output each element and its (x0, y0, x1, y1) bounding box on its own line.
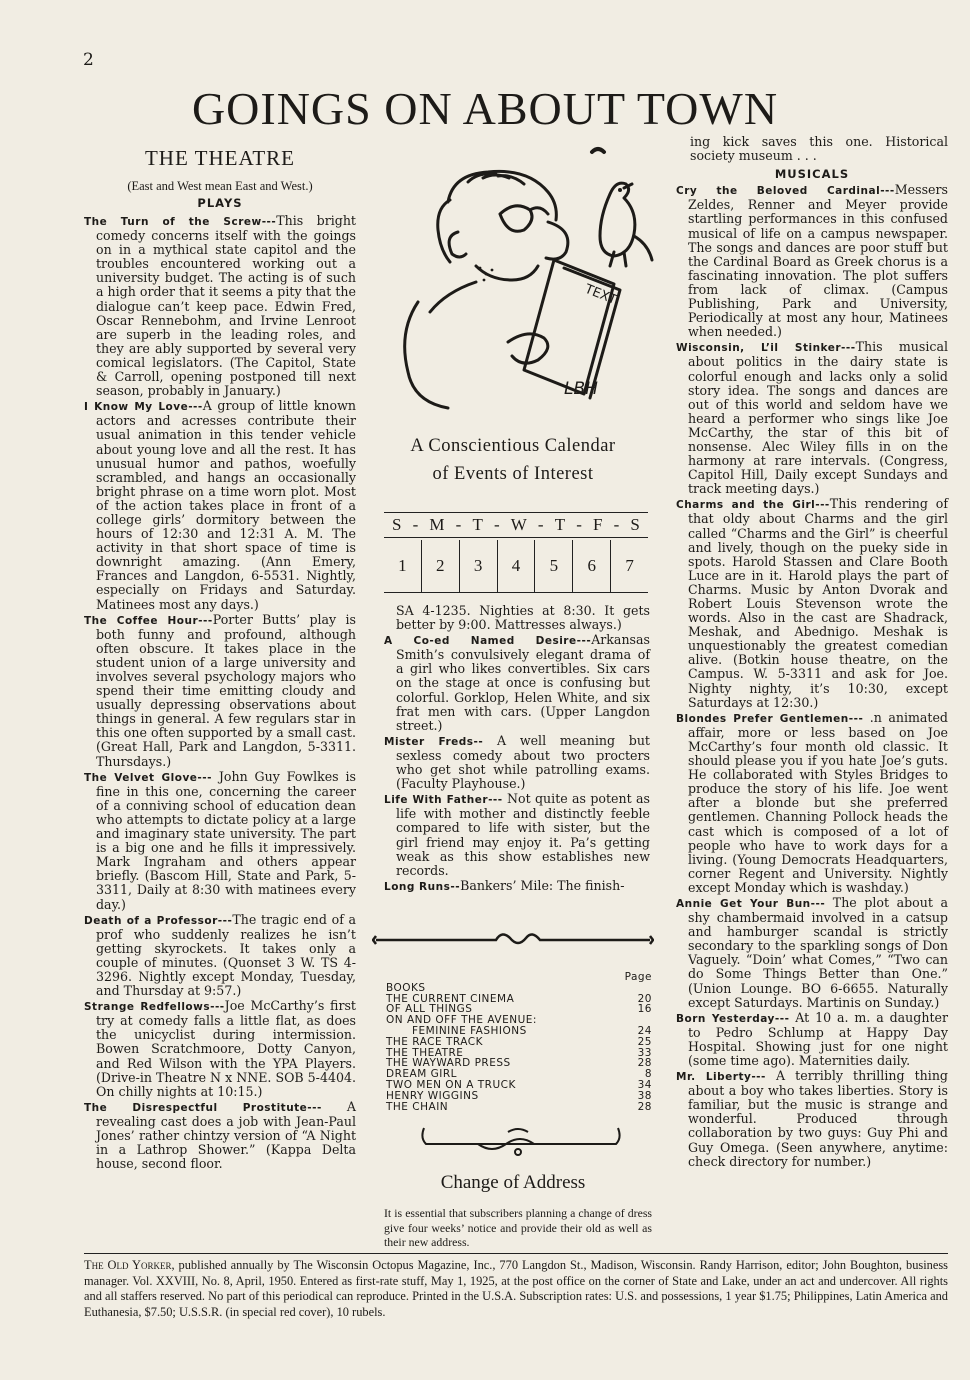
listing-entry (384, 734, 650, 791)
listing-title: The Disrespectful Prostitute--- (84, 1101, 322, 1114)
calendar-day: T (554, 515, 566, 534)
listing-title: Cry the Beloved Cardinal--- (676, 185, 895, 198)
middle-entries-list (384, 633, 650, 894)
listing-title: The Turn of the Screw--- (84, 216, 277, 228)
contents-label: DREAM GIRL (386, 1068, 457, 1081)
change-of-address-body: It is essential that subscribers planning a change of dress give four weeks’ notice and provide their old as well as their new address. (384, 1206, 652, 1249)
listing-body: This musical about politics in the dairy state is colorful enough and lacks only a solid story idea. The songs and dances are out of this world and seldom have we heard a performer who sings like Joe McCarthy, the star of this bit of nonsense. Alec Wiley fills in on the harmony at rare intervals. (Congress, Capitol Hill, Daily except Sundays and track meeting days.) (688, 339, 948, 497)
listing-entry (676, 1011, 948, 1068)
listing-entry (384, 792, 650, 878)
listing-title: Wisconsin, L’il Stinker--- (676, 342, 856, 355)
listing-entry (384, 879, 650, 894)
section-heading-theatre: THE THEATRE (144, 146, 295, 170)
listing-body: A terribly thrilling thing about a boy who takes liberties. Story is familiar, but the music is strange and wonderful. Produced through collaboration by two guys: Guy Phi and Guy Omega. (Seen anywhere, anytime: check directory for number.) (688, 1068, 948, 1169)
listing-body: Bankers’ Mile: The finish- (460, 877, 625, 893)
change-of-address-title: Change of Address (440, 1172, 586, 1193)
contents-page-header: Page (624, 971, 652, 983)
category-plays: PLAYS (197, 196, 243, 210)
reader-illustration (388, 142, 658, 414)
calendar-day: M (429, 515, 445, 534)
listing-title: Mr. Liberty--- (676, 1071, 766, 1084)
calendar-title-line2: of Events of Interest (432, 464, 594, 484)
publication-footer (84, 1253, 948, 1320)
contents-row (386, 1091, 652, 1102)
contents-label: THE CHAIN (386, 1100, 449, 1113)
calendar-title (372, 432, 654, 488)
listing-entry (676, 340, 948, 496)
listing-title: Blondes Prefer Gentlemen--- (676, 712, 864, 725)
contents-label: ON AND OFF THE AVENUE: (386, 1014, 537, 1027)
listing-body: Not quite as potent as life with mother and distinctly feeble compared to life with sister, but the girl friend may enjoy it. Pa’s getting weak as this show establishes new records. (396, 791, 650, 878)
calendar-day-header: S - M - T - W - T - F - S (384, 512, 648, 538)
listing-entry (84, 770, 356, 912)
calendar-date: 1 (398, 556, 407, 575)
contents-page: 16 (637, 1003, 652, 1016)
listing-entry (676, 497, 948, 709)
contents-label: THE RACE TRACK (386, 1035, 483, 1048)
contents-row (386, 983, 652, 994)
calendar-day: S (630, 515, 640, 534)
contents-page: 28 (637, 1057, 652, 1070)
listing-body: Joe McCarthy’s first try at comedy falls a little flat, as does the unicyclist during intermission. Bowen Scratchmoore, Dotty Canyon, and Red Wilson with the YPA Players. (Drive-in Theatre N x NNE. SOB 5-4404. On chilly nights at 10:15.) (96, 998, 356, 1099)
listing-entry (384, 633, 650, 733)
listing-entry (84, 913, 356, 999)
contents-label: HENRY WIGGINS (386, 1089, 479, 1102)
right-entries-list (676, 183, 948, 1168)
listing-title: Mister Freds-- (384, 735, 484, 748)
calendar-day: W (510, 515, 527, 534)
listing-body: Messers Zeldes, Renner and Meyer provide startling performances in this confused musical of life on a campus newspaper. The songs and dances are poor stuff but the Cardinal Board as Greek chorus is a fascinating innovation. The plot suffers from lack of climax. (Campus Publishing, Park and University, Periodically at most any hour, Matinees when needed.) (688, 182, 948, 340)
listing-title: The Coffee Hour--- (84, 614, 213, 627)
listing-body: Arkansas Smith’s convulsively elegant drama of a girl who likes convertibles. Six cars on the stage at once is confusing but colorful. Gorklop, Helen White, and six frat men with cars. (Upper Langdon street.) (396, 632, 650, 733)
listing-title: A Co-ed Named Desire--- (384, 635, 592, 648)
listing-entry (84, 613, 356, 769)
listing-entry (84, 999, 356, 1099)
contents-label: THE THEATRE (386, 1046, 464, 1059)
listing-body: .n animated affair, more or less based on Joe McCarthy’s four month old classic. It should please you if you hate Joe’s guts. He collaborated with Styles Bridges to produce the story of his life. Joe went after a blonde but she preferred gentlemen. Channing Pollock heads the cast which is composed of a lot of people who have to work days for a living. (Young Democrats Headquarters, corner Regent and University. Nightly except Monday which is washday.) (688, 709, 948, 895)
listing-title: Strange Redfellows--- (84, 1001, 225, 1014)
calendar-date: 4 (497, 540, 535, 592)
calendar-date: 5 (534, 540, 572, 592)
listing-body: John Guy Fowlkes is fine in this one, concerning the career of a conniving school of education dean who attempts to dictate policy at a large and imaginary state university. The part is a big one and he fills it impressively. Mark Ingraham and others appear briefly. (Bascom Hill, State and Park, 5-3311, Daily at 8:30 with matinees every day.) (96, 768, 356, 912)
listing-title: I Know My Love--- (84, 401, 203, 414)
listing-title: Born Yesterday--- (676, 1012, 790, 1025)
listing-title: Long Runs-- (384, 880, 461, 893)
calendar-date: 6 (572, 540, 610, 592)
section-note: (East and West mean East and West.) (127, 179, 313, 193)
contents-row (386, 1102, 652, 1113)
listing-body: Porter Butts’ play is both funny and profound, although often obscure. It takes place in the student union of a large university and involves several psychology majors who spend their time emitting cloudy and usually depressing observations about things in general. A few regulars star in this one often supported by a small cast. (Great Hall, Park and Langdon, 5-3311. Thursdays.) (96, 611, 356, 769)
right-intro: ing kick saves this one. Historical society museum . . . (690, 134, 948, 164)
contents-page: 34 (637, 1078, 652, 1091)
middle-column (384, 604, 650, 895)
calendar-date: 3 (459, 540, 497, 592)
listing-title: Annie Get Your Bun--- (676, 897, 826, 910)
calendar-title-line1: A Conscientious Calendar (410, 436, 616, 456)
contents-label: TWO MEN ON A TRUCK (386, 1078, 516, 1091)
contents-page: 28 (637, 1100, 652, 1113)
calendar-day: T (472, 515, 483, 534)
calendar-day: F (593, 515, 603, 534)
listing-body: The tragic end of a prof who suddenly realizes he isn’t getting skyrockets. It takes only a couple of minutes. (Quonset 3 W. TS 4-3296. Nightly except Monday, Tuesday, and Thursday at 9:57.) (96, 911, 356, 999)
calendar-day: S (392, 515, 402, 534)
listing-entry (676, 896, 948, 1010)
calendar-date: 7 (610, 540, 648, 592)
category-musicals: MUSICALS (774, 167, 850, 182)
listing-entry (676, 183, 948, 339)
left-column (84, 146, 356, 1172)
contents-page: 8 (644, 1068, 652, 1081)
artist-signature: LBH (564, 379, 598, 399)
contents-label: THE WAYWARD PRESS (386, 1057, 511, 1070)
contents-row (386, 1037, 652, 1048)
contents-label: OF ALL THINGS (386, 1003, 473, 1016)
contents-items (386, 983, 652, 1113)
listing-title: Life With Father--- (384, 794, 503, 807)
listing-title: Charms and the Girl--- (676, 499, 830, 512)
footer-text: , published annually by The Wisconsin Octopus Magazine, Inc., 770 Langdon St., Madison, Wisconsin. Randy Harrison, editor; John Boughton, business manager. Vol. XXVIII, No. 8, April, 1950. Entered as first-rate stuff, May 1, 1925, at the post office on the corner of State and Lake, under an act and undercover. All rights and all staffers reserved. No part of this periodical can reproduce. Printed in the U.S.A. Subscription rates: U.S. and possessions, 1 year $1.75; Philippines, Latin America and Euthanesia, $7.50; U.S.S.R. (in special red cover), 10 rubels. (84, 1258, 948, 1319)
listing-body: A well meaning but sexless comedy about two procters who get shot while patrolling exams. (Faculty Playhouse.) (396, 732, 650, 792)
listing-title: The Velvet Glove--- (84, 771, 212, 784)
contents-page: 25 (637, 1035, 652, 1048)
left-entries-list (84, 214, 356, 1171)
listing-body: This bright comedy concerns itself with the goings on in a mythical state capitol and the troubles encountered working out a university budget. The acting is of such a high order that it seems a pity that the dialogue can’t keep pace. Edwin Fred, Oscar Rennebohm, and Irvine Lenroot are superb in the leading roles, and they are ably supported by several very comical legislators. (The Capitol, State & Carroll, opening postponed till next season, probably in January.) (96, 213, 356, 399)
scroll-ornament (418, 1124, 628, 1160)
listing-entry (84, 214, 356, 398)
contents-label: THE CURRENT CINEMA (386, 992, 515, 1005)
contents-list (386, 972, 652, 1112)
right-column (676, 135, 948, 1170)
listing-entry (84, 399, 356, 611)
page-title: GOINGS ON ABOUT TOWN (191, 83, 779, 134)
calendar-grid (384, 540, 648, 593)
listing-body: The plot about a shy chambermaid involved in a catsup and hamburger scandal is strictly secondary to the sparkling songs of Don Vaguely. “Doin’ what Comes,” “Two can do Some Things Better than One.” (Union Lounge. BO 6-6655. Naturally except Saturdays. Martinis on Sunday.) (688, 894, 948, 1010)
book-text-label: TEXT (582, 281, 619, 308)
contents-page: 20 (637, 992, 652, 1005)
contents-page: 33 (637, 1046, 652, 1059)
footer-magazine-name: The Old Yorker (84, 1258, 172, 1272)
listing-entry (676, 1069, 948, 1169)
listing-body: A revealing cast does a job with Jean-Paul Jones’ rather chintzy version of “A Night in a Lathrop Shower.” (Kappa Delta house, second floor. (96, 1098, 356, 1172)
calendar-date: 2 (421, 540, 459, 592)
listing-entry (84, 1100, 356, 1171)
contents-page: 38 (637, 1089, 652, 1102)
page-number: 2 (83, 50, 94, 70)
listing-body: At 10 a. m. a daughter to Pedro Schlump at Happy Day Hospital. Showing just for one night (some time ago). Maternities daily. (688, 1009, 948, 1068)
listing-title: Death of a Professor--- (84, 914, 233, 927)
contents-page: 24 (637, 1024, 652, 1037)
contents-label: BOOKS (386, 981, 426, 994)
listing-entry (676, 711, 948, 895)
listing-body: A group of little known actors and acresses contribute their usual animation in this tender vehicle about young love and all the rest. It has unusual humor and pathos, woefully scrambled, and hangs an occasionally bright phrase on a time worn plot. Most of the action takes place in front of a college girls’ dormitory between the hours of 12:30 and 12:31 A. M. The activity in that short space of time is downright amazing. (Ann Emery, Frances and Langdon, 6-5531. Nightly, especially on Fridays and Saturday. Matinees most any days.) (96, 398, 356, 612)
ornament-divider (372, 928, 654, 952)
middle-intro: SA 4-1235. Nighties at 8:30. It gets better by 9:00. Mattresses always.) (396, 603, 650, 633)
listing-body: This rendering of that oldy about Charms and the girl called “Charms and the Girl” is cheerful and lively, though on the pueky side in spots. Harold Stassen and Clare Booth Luce are in it. Harold plays the part of Charms. Music by Anton Dvorak and Robert Louis Stevenson wrote the words. Also in the cast are Shadrack, Meshak, and Abednigo. Meshak is unquestionably the greatest comedian alive. (Botkin house theatre, on the Campus. W. 5-3311 and ask for Joe. Nighty nighty, it’s 10:30, except Saturdays at 12:30.) (688, 496, 948, 710)
contents-label: FEMININE FASHIONS (412, 1024, 527, 1037)
